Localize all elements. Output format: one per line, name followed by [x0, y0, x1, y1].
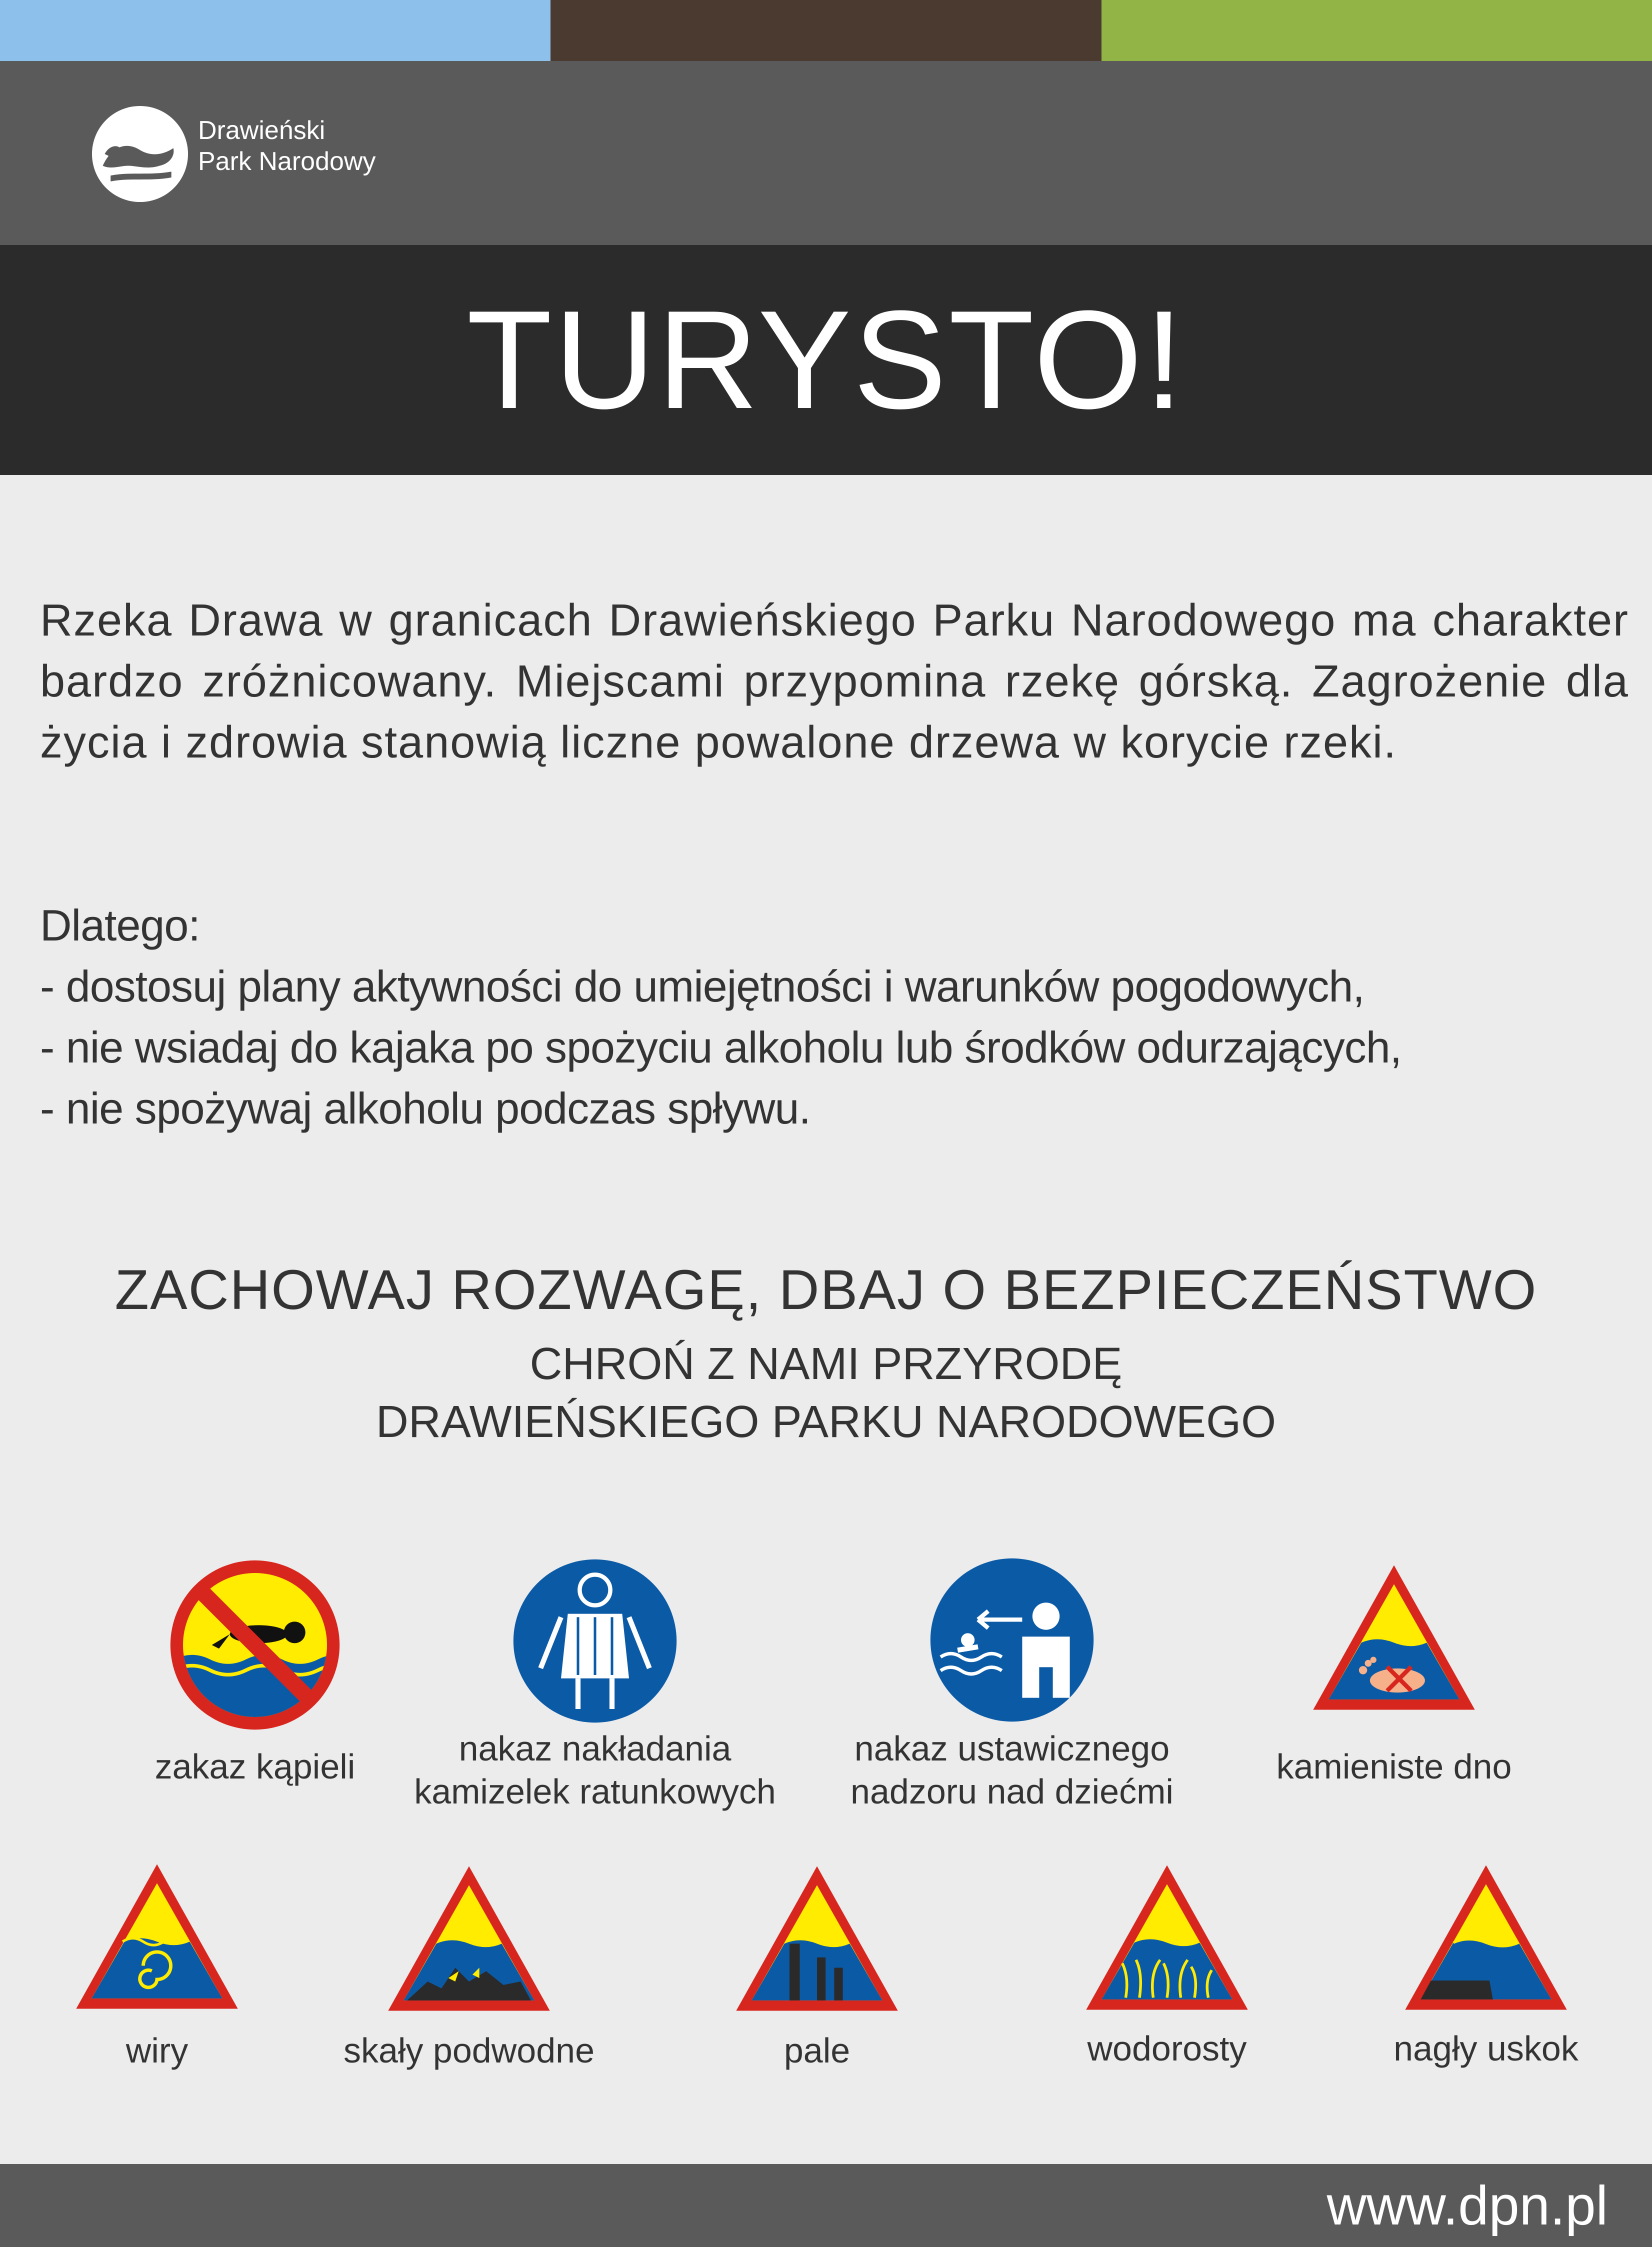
page-title: TURYSTO!	[466, 282, 1186, 438]
sign-label-seaweed	[1017, 2027, 1317, 2070]
banner	[0, 245, 1652, 475]
sign-label-stony-bottom	[1244, 1745, 1544, 1788]
sign-label-sudden-dropoff	[1336, 2027, 1636, 2070]
otter-logo-icon	[91, 105, 189, 203]
sudden-dropoff-warning-icon	[1400, 1860, 1572, 2015]
sign-label-line: nakaz nakładania	[458, 1729, 732, 1768]
intro-paragraph: Rzeka Drawa w granicach Drawieńskiego Parku Narodowego ma charakter bardzo zróżnicowany. Miejscami przypomina rzekę górską. Zagrożenie dla życia i zdrowia stanowią liczne powalone drzewa w korycie rzeki.	[40, 596, 1629, 768]
rules-lead: Dlatego:	[40, 900, 200, 950]
stony-bottom-warning-icon	[1308, 1560, 1480, 1715]
sign-label-child-supervision	[812, 1727, 1212, 1813]
sign-label-line: zakaz kąpieli	[154, 1747, 356, 1786]
sign-label-line: kamieniste dno	[1276, 1747, 1512, 1786]
stripe-brown	[550, 0, 1101, 61]
rule-item: - nie spożywaj alkoholu podczas spływu.	[40, 1084, 810, 1133]
sign-label-line: pale	[784, 2031, 850, 2070]
sign-label-line: wodorosty	[1087, 2029, 1247, 2068]
sign-label-line: wiry	[126, 2031, 188, 2070]
whirlpool-warning-icon	[71, 1859, 243, 2014]
website-link[interactable]: www.dpn.pl	[1326, 2175, 1608, 2236]
nature-heading-line2: DRAWIEŃSKIEGO PARKU NARODOWEGO	[376, 1397, 1276, 1447]
sign-label-piles	[667, 2029, 967, 2072]
sign-label-line: nakaz ustawicznego	[854, 1729, 1170, 1768]
underwater-rocks-warning-icon	[383, 1861, 555, 2016]
sign-label-whirlpool	[7, 2029, 307, 2072]
sign-label-no-swimming	[105, 1745, 405, 1788]
color-stripes	[0, 0, 1652, 61]
nature-heading-line1: CHROŃ Z NAMI PRZYRODĘ	[530, 1339, 1122, 1389]
nature-heading	[0, 1335, 1652, 1451]
sign-label-life-jacket	[395, 1727, 795, 1813]
sign-label-line: skały podwodne	[344, 2031, 594, 2070]
footer	[0, 2164, 1652, 2247]
stripe-green	[1102, 0, 1652, 61]
seaweed-warning-icon	[1081, 1860, 1253, 2015]
logo-text	[198, 115, 376, 177]
piles-warning-icon	[731, 1861, 903, 2016]
logo-line2: Park Narodowy	[198, 147, 376, 176]
rules-list	[40, 895, 1629, 1139]
life-jacket-icon	[510, 1556, 680, 1726]
sign-label-underwater-rocks	[319, 2029, 619, 2072]
rule-item: - nie wsiadaj do kajaka po spożyciu alkoholu lub środków odurzających,	[40, 1022, 1402, 1072]
safety-heading: ZACHOWAJ ROZWAGĘ, DBAJ O BEZPIECZEŃSTWO	[114, 1258, 1538, 1321]
logo-line1: Drawieński	[198, 116, 326, 145]
rule-item: - dostosuj plany aktywności do umiejętności i warunków pogodowych,	[40, 962, 1364, 1011]
header	[0, 61, 1652, 245]
sign-label-line: nadzoru nad dziećmi	[850, 1772, 1174, 1811]
no-swimming-icon	[165, 1555, 345, 1735]
sign-label-line: nagły uskok	[1394, 2029, 1578, 2068]
sign-label-line: kamizelek ratunkowych	[414, 1772, 776, 1811]
stripe-blue	[0, 0, 550, 61]
child-supervision-icon	[927, 1555, 1097, 1725]
